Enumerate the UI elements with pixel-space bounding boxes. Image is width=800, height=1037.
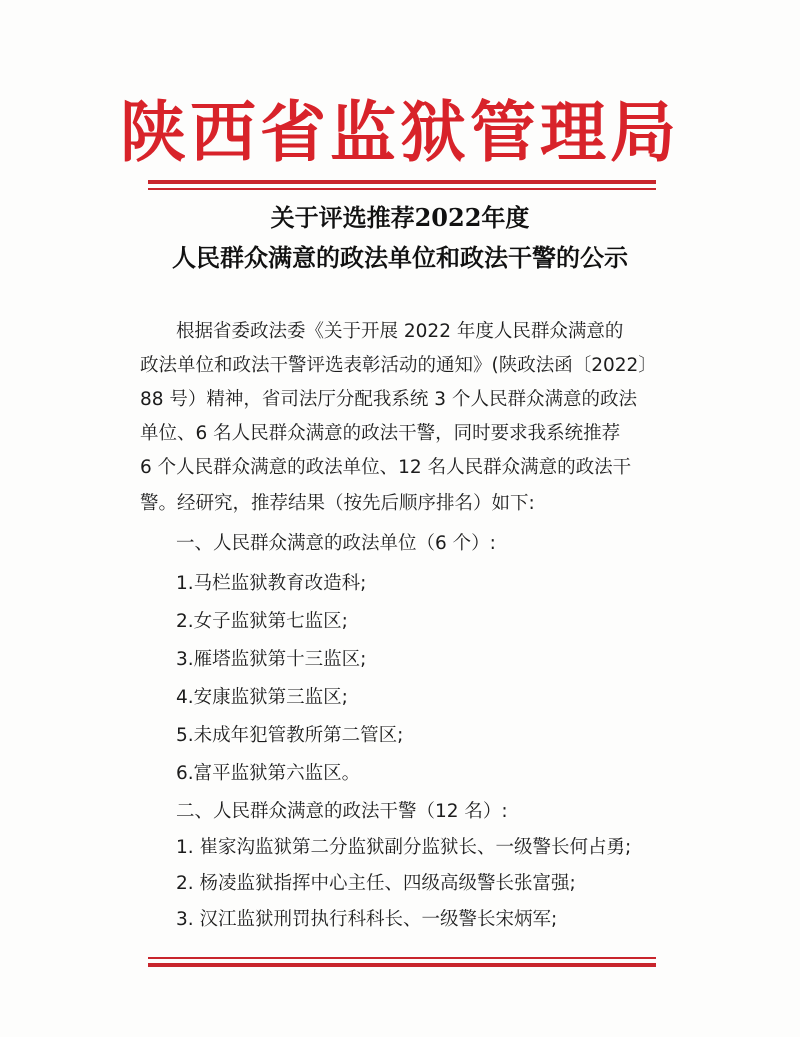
list-item: 5.未成年犯管教所第二管区; xyxy=(176,725,404,746)
section-heading-officers: 二、人民群众满意的政法干警（12 名）: xyxy=(176,801,508,822)
list-item: 6.富平监狱第六监区。 xyxy=(176,763,361,784)
paragraph-line: 6 个人民群众满意的政法单位、12 名人民群众满意的政法干 xyxy=(140,457,632,478)
paragraph-line: 单位、6 名人民群众满意的政法干警，同时要求我系统推荐 xyxy=(140,423,621,444)
header-rule-thin xyxy=(148,188,656,190)
paragraph-line: 政法单位和政法干警评选表彰活动的通知》(陕政法函〔2022〕 xyxy=(140,355,657,376)
list-item: 3. 汉江监狱刑罚执行科科长、一级警长宋炳军; xyxy=(176,909,558,930)
title-line-1: 关于评选推荐2022年度 xyxy=(270,203,530,232)
section-heading-units: 一、人民群众满意的政法单位（6 个）: xyxy=(176,533,496,554)
list-item: 2. 杨凌监狱指挥中心主任、四级高级警长张富强; xyxy=(176,873,576,894)
list-item: 2.女子监狱第七监区; xyxy=(176,611,348,632)
footer-rule-thin xyxy=(148,957,656,959)
paragraph-line: 根据省委政法委《关于开展 2022 年度人民群众满意的 xyxy=(176,321,624,342)
paragraph-line: 88 号）精神，省司法厅分配我系统 3 个人民群众满意的政法 xyxy=(140,389,637,410)
list-item: 1.马栏监狱教育改造科; xyxy=(176,573,367,594)
header-rule-thick xyxy=(148,180,656,184)
paragraph-line: 警。经研究，推荐结果（按先后顺序排名）如下: xyxy=(140,493,535,514)
list-item: 3.雁塔监狱第十三监区; xyxy=(176,649,367,670)
list-item: 1. 崔家沟监狱第二分监狱副分监狱长、一级警长何占勇; xyxy=(176,837,632,858)
title-line-2: 人民群众满意的政法单位和政法干警的公示 xyxy=(172,243,628,272)
footer-rule-thick xyxy=(148,963,656,967)
list-item: 4.安康监狱第三监区; xyxy=(176,687,348,708)
org-header: 陕西省监狱管理局 xyxy=(120,93,680,171)
